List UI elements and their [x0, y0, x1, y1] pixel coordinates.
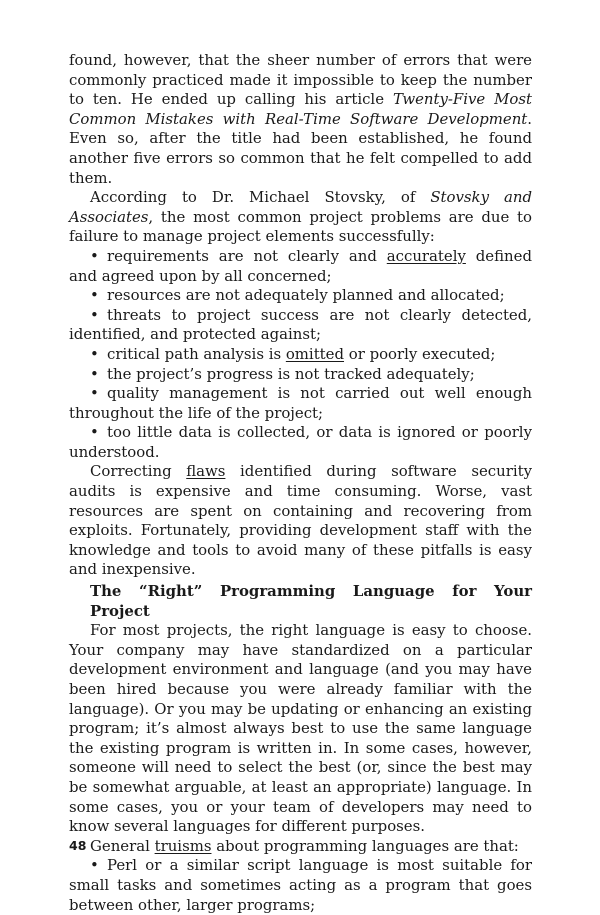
list-item	[69, 306, 532, 345]
bullet-icon: •	[90, 246, 99, 265]
list-item-text: too little data is collected, or data is ignored or poorly understood.	[69, 423, 532, 461]
body-text	[69, 51, 532, 915]
paragraph-text: . Even so, after the title had been established, he found another five errors so common that he felt compelled to add them.	[69, 109, 532, 187]
page-number: 48	[69, 838, 87, 853]
list-item-text: resources are not adequately planned and allocated;	[107, 286, 505, 305]
underlined-word: omitted	[285, 344, 345, 363]
list-item-text: threats to project success are not clearly detected, identified, and protected against;	[69, 305, 532, 344]
paragraph-article-title	[69, 51, 532, 188]
list-item-text: Perl or a similar script language is most suitable for small tasks and sometimes acting as a program that goes between other, larger programs;	[69, 856, 532, 914]
list-item-text: quality management is not carried out well enough throughout the life of the project;	[69, 384, 532, 422]
list-item	[69, 856, 532, 915]
list-item-text: or poorly executed;	[344, 344, 496, 363]
bullet-icon: •	[90, 364, 99, 383]
list-item-text: defined and agreed upon by all concerned;	[69, 246, 532, 285]
paragraph-truisms	[69, 837, 532, 857]
list-item-text: requirements are not clearly and	[107, 246, 387, 265]
bullet-icon: •	[90, 384, 99, 403]
paragraph-stovsky	[69, 188, 532, 247]
paragraph-language: For most projects, the right language is easy to choose. Your company may have standardized on a particular development environment and language (and you may have been hired because you were already familiar with the language). Or you may be updating or enhancing an existing program; it’s almost always best to use the same language the existing program is written in. In some cases, however, someone will need to select the best (or, since the best may be somewhat arguable, at least an appropriate) language. In some cases, you or your team of developers may need to know several languages for different purposes.	[69, 621, 532, 836]
bullet-icon: •	[90, 423, 99, 442]
list-item	[69, 345, 532, 365]
list-item-text: critical path analysis is	[107, 344, 286, 363]
paragraph-flaws	[69, 462, 532, 580]
paragraph-text: found, however, that the sheer number of errors that were commonly practiced made it impossible to keep the number to ten. He ended up calling his article	[69, 51, 532, 109]
section-heading: The “Right” Programming Language for Your Project	[90, 582, 532, 620]
paragraph-text: identified during software security audits is expensive and time consuming. Worse, vast resources are spent on containing and recovering from exploits. Fortunately, providing development staff with the knowledge and tools to avoid many of these pitfalls is easy and inexpensive.	[69, 462, 532, 579]
list-item	[69, 423, 532, 462]
underlined-word: truisms	[154, 836, 212, 855]
paragraph-text: about programming languages are that:	[211, 836, 519, 855]
bullet-icon: •	[90, 305, 99, 324]
list-item	[69, 286, 532, 306]
bullet-icon: •	[90, 344, 99, 363]
list-item	[69, 365, 532, 385]
underlined-word: flaws	[186, 462, 226, 481]
list-item	[69, 384, 532, 423]
firm-name-italic: Stovsky and Associates	[69, 188, 532, 226]
bullet-icon: •	[90, 286, 99, 305]
paragraph-text: General	[90, 836, 155, 855]
paragraph-text: Correcting	[90, 462, 187, 481]
underlined-word: accurately	[386, 246, 466, 265]
list-item	[69, 247, 532, 286]
article-title-italic: Twenty-Five Most Common Mistakes with Real-Time Software Development	[69, 90, 532, 128]
bullet-icon: •	[90, 856, 99, 875]
paragraph-text: , the most common project problems are due to failure to manage project elements successfully:	[69, 207, 532, 246]
paragraph-text: According to Dr. Michael Stovsky, of	[90, 188, 431, 207]
list-item-text: the project’s progress is not tracked adequately;	[107, 364, 475, 383]
